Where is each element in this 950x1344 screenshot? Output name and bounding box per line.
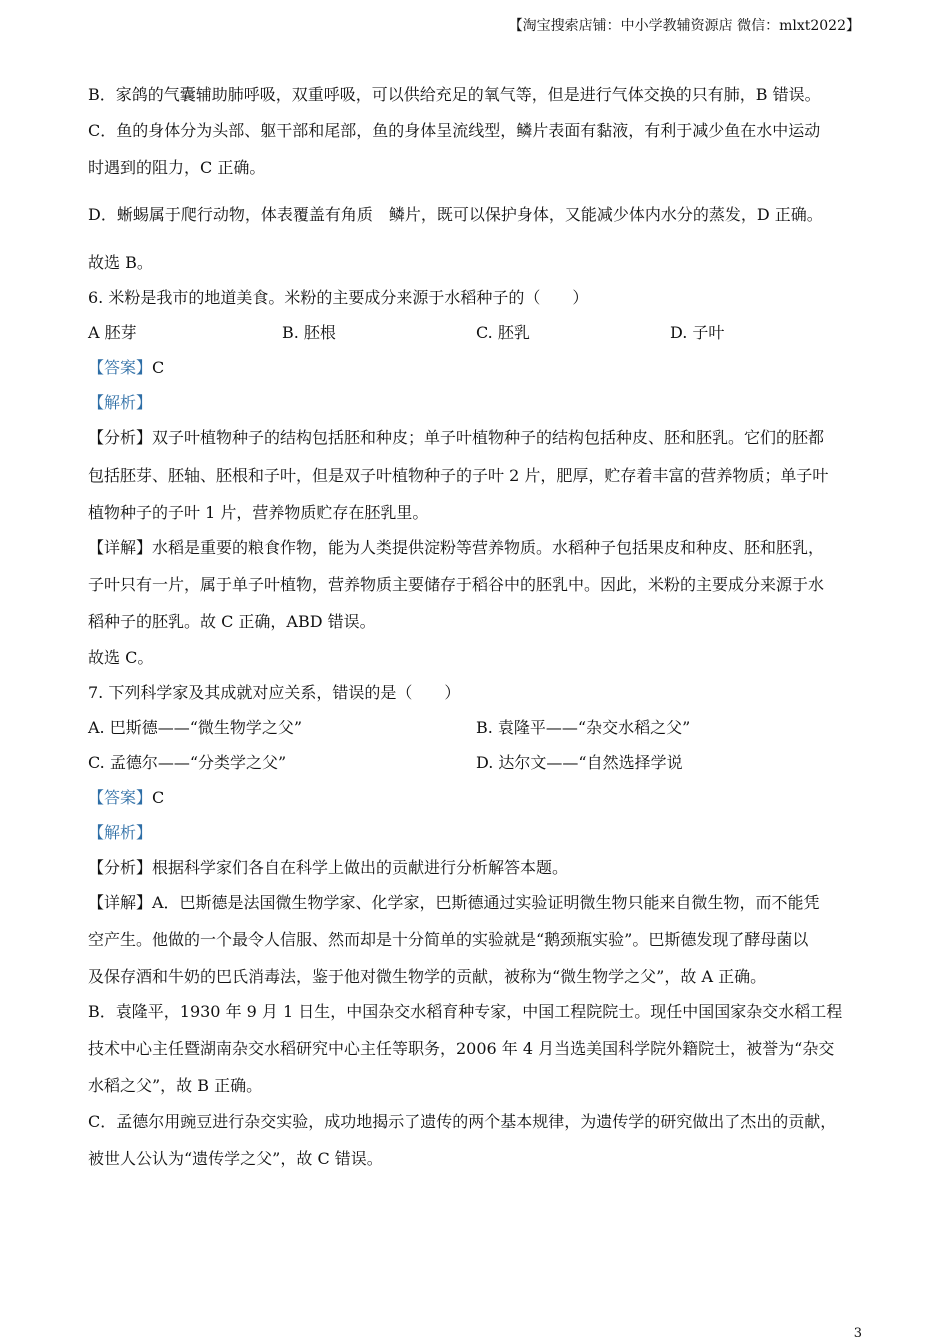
answer-label: 【答案】 bbox=[88, 358, 153, 377]
text-line: 空产生。他做的一个最令人信服、然而却是十分简单的实验就是“鹅颈瓶实验”。巴斯德发现了酵母菌以 bbox=[88, 930, 809, 949]
page-header: 【淘宝搜索店铺：中小学教辅资源店 微信：mlxt2022】 bbox=[508, 18, 860, 34]
text-line: 植物种子的子叶 1 片，营养物质贮存在胚乳里。 bbox=[88, 503, 429, 522]
text-line: 【详解】A．巴斯德是法国微生物学家、化学家，巴斯德通过实验证明微生物只能来自微生物，而不能凭 bbox=[88, 893, 820, 912]
q7-option-b: B. 袁隆平——“杂交水稻之父” bbox=[476, 718, 691, 737]
text-line: 包括胚芽、胚轴、胚根和子叶，但是双子叶植物种子的子叶 2 片，肥厚，贮存着丰富的营养物质；单子叶 bbox=[88, 466, 829, 485]
text-line: B．袁隆平，1930 年 9 月 1 日生，中国杂交水稻育种专家，中国工程院院士。现任中国国家杂交水稻工程 bbox=[88, 1002, 843, 1021]
answer-value: C bbox=[152, 358, 165, 377]
answer-6 bbox=[88, 355, 164, 378]
q6-option-b: B. 胚根 bbox=[282, 323, 336, 342]
answer-value: C bbox=[152, 788, 165, 807]
page-number: 3 bbox=[853, 1326, 862, 1341]
text-line: 稻种子的胚乳。故 C 正确，ABD 错误。 bbox=[88, 612, 376, 631]
text-line: 【详解】水稻是重要的粮食作物，能为人类提供淀粉等营养物质。水稻种子包括果皮和种皮、胚和胚乳， bbox=[88, 538, 825, 557]
text-line: 故选 B。 bbox=[88, 253, 153, 272]
q6-option-a: A 胚芽 bbox=[88, 323, 137, 342]
text-line: 被世人公认为“遗传学之父”，故 C 错误。 bbox=[88, 1149, 383, 1168]
q7-option-d: D. 达尔文——“自然选择学说 bbox=[476, 753, 683, 772]
text-line: D．蜥蜴属于爬行动物，体表覆盖有角质 鳞片，既可以保护身体，又能减少体内水分的蒸发，D 正确。 bbox=[88, 205, 823, 224]
answer-7 bbox=[88, 785, 164, 808]
q6-option-d: D. 子叶 bbox=[670, 323, 725, 342]
q7-option-c: C. 孟德尔——“分类学之父” bbox=[88, 753, 287, 772]
analysis-label-7: 【解析】 bbox=[88, 823, 153, 842]
analysis-label-6: 【解析】 bbox=[88, 393, 153, 412]
text-line: C．孟德尔用豌豆进行杂交实验，成功地揭示了遗传的两个基本规律，为遗传学的研究做出了杰出的贡献， bbox=[88, 1112, 837, 1131]
q6-option-c: C. 胚乳 bbox=[476, 323, 530, 342]
text-line: 技术中心主任暨湖南杂交水稻研究中心主任等职务，2006 年 4 月当选美国科学院外籍院士，被誉为“杂交 bbox=[88, 1039, 835, 1058]
question-6: 6. 米粉是我市的地道美食。米粉的主要成分来源于水稻种子的（ ） bbox=[88, 288, 589, 307]
text-line: B．家鸽的气囊辅助肺呼吸，双重呼吸，可以供给充足的氧气等，但是进行气体交换的只有肺，B 错误。 bbox=[88, 85, 821, 104]
text-line: 时遇到的阻力，C 正确。 bbox=[88, 158, 266, 177]
text-line: 【分析】双子叶植物种子的结构包括胚和种皮；单子叶植物种子的结构包括种皮、胚和胚乳。它们的胚都 bbox=[88, 428, 825, 447]
text-line: 及保存酒和牛奶的巴氏消毒法，鉴于他对微生物学的贡献，被称为“微生物学之父”，故 A 正确。 bbox=[88, 967, 767, 986]
answer-label: 【答案】 bbox=[88, 788, 153, 807]
text-line: C．鱼的身体分为头部、躯干部和尾部，鱼的身体呈流线型，鳞片表面有黏液，有利于减少鱼在水中运动 bbox=[88, 121, 821, 140]
question-7: 7. 下列科学家及其成就对应关系，错误的是（ ） bbox=[88, 683, 461, 702]
q7-option-a: A. 巴斯德——“微生物学之父” bbox=[88, 718, 303, 737]
text-line: 水稻之父”，故 B 正确。 bbox=[88, 1076, 263, 1095]
text-line: 故选 C。 bbox=[88, 648, 154, 667]
text-line: 子叶只有一片，属于单子叶植物，营养物质主要储存于稻谷中的胚乳中。因此，米粉的主要成分来源于水 bbox=[88, 575, 825, 594]
text-line: 【分析】根据科学家们各自在科学上做出的贡献进行分析解答本题。 bbox=[88, 858, 569, 877]
